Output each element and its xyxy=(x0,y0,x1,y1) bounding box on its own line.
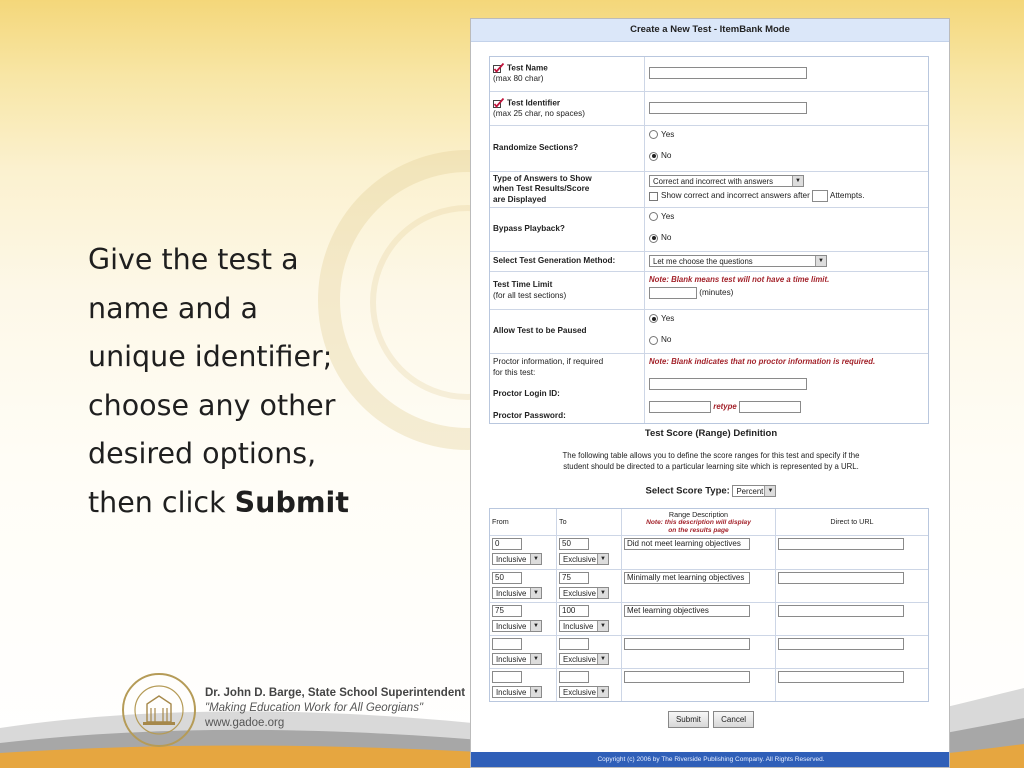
label-line: when Test Results/Score xyxy=(493,184,590,194)
header-to: To xyxy=(557,509,622,535)
from-input[interactable] xyxy=(492,638,522,650)
test-name-input[interactable] xyxy=(649,67,807,79)
radio-icon xyxy=(649,130,658,139)
to-mode-select[interactable] xyxy=(559,686,609,698)
description-cell xyxy=(622,536,776,569)
select-value: Inclusive xyxy=(496,687,527,697)
from-cell xyxy=(490,570,557,602)
chevron-down-icon: ▼ xyxy=(597,588,608,598)
header-note: on the results page xyxy=(668,527,729,534)
chevron-down-icon: ▼ xyxy=(530,621,541,631)
chevron-down-icon: ▼ xyxy=(530,588,541,598)
direct-url-input[interactable] xyxy=(778,572,904,584)
table-row xyxy=(490,668,928,701)
instruction-line-last xyxy=(88,479,388,528)
select-value: Exclusive xyxy=(563,687,596,697)
range-description-input[interactable]: Minimally met learning objectives xyxy=(624,572,750,584)
to-cell xyxy=(557,636,622,668)
to-input[interactable] xyxy=(559,638,589,650)
slide-instructions xyxy=(88,236,388,527)
select-value: Inclusive xyxy=(496,588,527,598)
test-name-cell xyxy=(645,57,928,91)
range-description-input[interactable] xyxy=(624,671,750,683)
score-type-select[interactable] xyxy=(732,485,776,497)
time-limit-cell xyxy=(645,272,928,309)
table-row xyxy=(490,536,928,569)
department-of-education-seal-icon xyxy=(121,672,197,748)
score-range-table xyxy=(489,508,929,702)
test-name-hint: (max 80 char) xyxy=(493,74,544,84)
range-rows xyxy=(490,536,928,701)
header-from: From xyxy=(490,509,557,535)
from-cell xyxy=(490,669,557,701)
radio-label: No xyxy=(661,335,672,345)
label-line: Test Time Limit xyxy=(493,280,553,289)
url-cell xyxy=(776,636,928,668)
chevron-down-icon: ▼ xyxy=(815,256,826,266)
row-test-name xyxy=(490,57,928,91)
time-limit-input[interactable] xyxy=(649,287,697,299)
url-cell xyxy=(776,603,928,635)
chevron-down-icon: ▼ xyxy=(597,687,608,697)
radio-selected-icon xyxy=(649,152,658,161)
to-mode-select[interactable] xyxy=(559,653,609,665)
proctor-note: Note: Blank indicates that no proctor information is required. xyxy=(649,357,876,366)
chevron-down-icon: ▼ xyxy=(597,621,608,631)
score-type-row xyxy=(471,485,950,497)
to-input[interactable] xyxy=(559,671,589,683)
direct-url-input[interactable] xyxy=(778,671,904,683)
from-mode-select[interactable] xyxy=(492,587,542,599)
test-settings-form xyxy=(489,56,929,424)
url-cell xyxy=(776,570,928,602)
radio-label: Yes xyxy=(661,212,675,221)
randomize-label: Randomize Sections? xyxy=(490,126,645,171)
row-allow-pause xyxy=(490,309,928,353)
chevron-down-icon: ▼ xyxy=(597,654,608,664)
instruction-line: name and a xyxy=(88,291,259,325)
table-row xyxy=(490,569,928,602)
attempts-input[interactable] xyxy=(812,190,828,202)
select-value: Inclusive xyxy=(563,621,594,631)
from-input[interactable]: 50 xyxy=(492,572,522,584)
test-identifier-cell xyxy=(645,92,928,125)
row-randomize xyxy=(490,125,928,171)
minutes-label: (minutes) xyxy=(699,288,734,298)
radio-label: Yes xyxy=(661,130,675,139)
proctor-password-label: Proctor Password: xyxy=(493,410,566,420)
header-text: Range Description xyxy=(668,510,729,519)
header-direct-url: Direct to URL xyxy=(830,517,874,526)
score-type-label: Select Score Type: xyxy=(645,485,730,497)
time-limit-label xyxy=(490,272,645,309)
time-limit-note: Note: Blank means test will not have a time limit. xyxy=(649,275,830,284)
from-mode-select[interactable] xyxy=(492,653,542,665)
description-line: student should be directed to a particular learning site which is represented by a URL. xyxy=(563,461,859,471)
radio-selected-icon xyxy=(649,314,658,323)
range-definition-title: Test Score (Range) Definition xyxy=(644,428,778,439)
proctor-password-input[interactable] xyxy=(649,401,711,413)
to-cell xyxy=(557,570,622,602)
attempts-label: Attempts. xyxy=(829,191,865,201)
to-input[interactable]: 50 xyxy=(559,538,589,550)
instruction-line: unique identifier; xyxy=(88,340,333,373)
footer-name: Dr. John D. Barge, State School Superintendent xyxy=(205,687,466,699)
bypass-no[interactable] xyxy=(649,233,924,242)
bypass-label: Bypass Playback? xyxy=(490,208,645,251)
radio-label: Yes xyxy=(661,314,675,323)
to-mode-select[interactable] xyxy=(559,620,609,632)
label-line: Proctor information, if required xyxy=(493,357,604,366)
randomize-no[interactable] xyxy=(649,151,924,160)
direct-url-input[interactable] xyxy=(778,605,904,617)
proctor-cell xyxy=(645,354,928,423)
row-answers-type xyxy=(490,171,928,207)
footer-slogan: "Making Education Work for All Georgians" xyxy=(205,702,424,714)
form-buttons xyxy=(471,711,950,728)
test-name-label xyxy=(490,57,645,91)
proctor-password-retype-input[interactable] xyxy=(739,401,801,413)
required-check-icon xyxy=(493,63,505,74)
to-cell xyxy=(557,536,622,569)
proctor-label xyxy=(490,354,645,423)
proctor-login-label: Proctor Login ID: xyxy=(493,389,560,398)
header-range-description xyxy=(622,509,776,535)
pause-no[interactable] xyxy=(649,335,924,344)
table-header xyxy=(490,509,928,536)
to-cell xyxy=(557,669,622,701)
from-input[interactable] xyxy=(492,671,522,683)
label-line: are Displayed xyxy=(493,194,547,204)
direct-url-input[interactable] xyxy=(778,638,904,650)
allow-pause-options xyxy=(645,310,928,353)
test-identifier-label xyxy=(490,92,645,125)
chevron-down-icon: ▼ xyxy=(597,554,608,564)
window-title: Create a New Test - ItemBank Mode xyxy=(471,19,949,42)
answers-type-cell xyxy=(645,172,928,207)
row-proctor xyxy=(490,353,928,423)
generation-method-select[interactable] xyxy=(649,255,827,267)
from-cell xyxy=(490,636,557,668)
copyright-bar: Copyright (c) 2006 by The Riverside Publishing Company. All Rights Reserved. xyxy=(471,752,950,767)
range-definition-description xyxy=(531,451,891,472)
required-check-icon xyxy=(493,98,505,109)
test-identifier-hint: (max 25 char, no spaces) xyxy=(493,108,585,118)
cancel-button[interactable]: Cancel xyxy=(713,711,754,728)
to-mode-select[interactable] xyxy=(559,587,609,599)
row-test-identifier xyxy=(490,91,928,125)
chevron-down-icon: ▼ xyxy=(530,554,541,564)
instruction-text: then click xyxy=(88,485,235,519)
to-input[interactable]: 100 xyxy=(559,605,589,617)
test-name-text: Test Name xyxy=(507,63,548,73)
checkbox-label: Show correct and incorrect answers after xyxy=(661,191,810,201)
chevron-down-icon: ▼ xyxy=(530,654,541,664)
show-answers-checkbox[interactable] xyxy=(649,192,658,201)
url-cell xyxy=(776,669,928,701)
select-value: Inclusive xyxy=(496,621,527,631)
answers-type-label xyxy=(490,172,645,207)
bypass-yes[interactable] xyxy=(649,212,924,221)
generation-method-cell xyxy=(645,252,928,271)
from-mode-select[interactable] xyxy=(492,686,542,698)
direct-url-input[interactable] xyxy=(778,538,904,550)
select-value: Inclusive xyxy=(496,654,527,664)
url-cell xyxy=(776,536,928,569)
description-cell xyxy=(622,636,776,668)
from-input[interactable]: 75 xyxy=(492,605,522,617)
submit-button[interactable]: Submit xyxy=(668,711,709,728)
answers-type-select[interactable] xyxy=(649,175,804,187)
pause-yes[interactable] xyxy=(649,314,924,323)
test-identifier-input[interactable] xyxy=(649,102,807,114)
randomize-options xyxy=(645,126,928,171)
description-cell xyxy=(622,669,776,701)
footer-credits xyxy=(205,686,465,731)
from-mode-select[interactable] xyxy=(492,553,542,565)
row-bypass xyxy=(490,207,928,251)
bypass-options xyxy=(645,208,928,251)
description-line: The following table allows you to define the score ranges for this test and specify if the xyxy=(562,451,860,460)
radio-icon xyxy=(649,212,658,221)
to-input[interactable]: 75 xyxy=(559,572,589,584)
range-description-input[interactable] xyxy=(624,638,750,650)
select-value: Percent xyxy=(736,486,764,496)
instruction-bold: Submit xyxy=(234,485,349,519)
radio-selected-icon xyxy=(649,234,658,243)
create-test-window xyxy=(470,18,950,768)
radio-label: No xyxy=(661,233,672,243)
table-row xyxy=(490,602,928,635)
chevron-down-icon: ▼ xyxy=(792,176,803,186)
from-input[interactable]: 0 xyxy=(492,538,522,550)
instruction-line: choose any other xyxy=(88,388,336,422)
header-note: Note: this description will display xyxy=(646,519,751,526)
row-time-limit xyxy=(490,271,928,309)
retype-label: retype xyxy=(713,402,737,412)
test-identifier-text: Test Identifier xyxy=(507,98,561,108)
time-limit-hint: (for all test sections) xyxy=(493,290,567,300)
to-mode-select[interactable] xyxy=(559,553,609,565)
randomize-yes[interactable] xyxy=(649,130,924,139)
allow-pause-label: Allow Test to be Paused xyxy=(490,310,645,353)
label-line: for this test: xyxy=(493,367,536,377)
select-value: Let me choose the questions xyxy=(653,256,753,266)
instruction-line: Give the test a xyxy=(88,243,299,276)
select-value: Inclusive xyxy=(496,554,527,564)
chevron-down-icon: ▼ xyxy=(764,486,775,496)
radio-label: No xyxy=(661,151,672,161)
chevron-down-icon: ▼ xyxy=(530,687,541,697)
from-cell xyxy=(490,603,557,635)
proctor-login-input[interactable] xyxy=(649,378,807,390)
select-value: Exclusive xyxy=(563,554,596,564)
generation-method-label: Select Test Generation Method: xyxy=(490,252,645,271)
select-value: Correct and incorrect with answers xyxy=(653,176,774,186)
range-description-input[interactable]: Did not meet learning objectives xyxy=(624,538,750,550)
row-generation-method xyxy=(490,251,928,271)
table-row xyxy=(490,635,928,668)
description-cell xyxy=(622,570,776,602)
from-cell xyxy=(490,536,557,569)
instruction-line: desired options, xyxy=(88,437,317,470)
footer-url: www.gadoe.org xyxy=(205,717,285,729)
description-cell xyxy=(622,603,776,635)
to-cell xyxy=(557,603,622,635)
from-mode-select[interactable] xyxy=(492,620,542,632)
select-value: Exclusive xyxy=(563,588,596,598)
select-value: Exclusive xyxy=(563,654,596,664)
label-line: Type of Answers to Show xyxy=(493,173,592,183)
radio-icon xyxy=(649,336,658,345)
show-answers-option xyxy=(649,190,924,202)
range-description-input[interactable]: Met learning objectives xyxy=(624,605,750,617)
